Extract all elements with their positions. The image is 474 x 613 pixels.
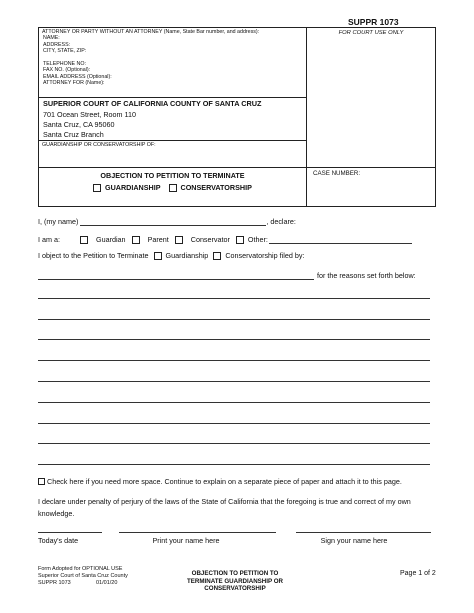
reason-line[interactable] xyxy=(38,381,430,382)
i-am-a-label: I am a: xyxy=(38,235,60,244)
other-label: Other: xyxy=(247,235,268,244)
reason-line[interactable] xyxy=(38,443,430,444)
reason-line[interactable] xyxy=(38,298,430,299)
footer-title xyxy=(160,570,310,593)
case-number-label: CASE NUMBER: xyxy=(313,170,361,177)
form-title: OBJECTION TO PETITION TO TERMINATE xyxy=(100,171,245,180)
conservator-checkbox[interactable] xyxy=(175,236,183,244)
print-name-label: Print your name here xyxy=(152,536,220,545)
attorney-for-label: ATTORNEY FOR (Name): xyxy=(43,80,105,87)
more-space-label: Check here if you need more space. Continue to explain on a separate piece of paper and attach it to this page. xyxy=(47,477,402,486)
fax-label: FAX NO. (Optional): xyxy=(43,67,91,74)
role-line xyxy=(38,235,412,244)
object-line xyxy=(38,251,304,260)
title-options xyxy=(93,183,252,192)
title-conservatorship-checkbox[interactable] xyxy=(169,184,177,192)
attorney-header-label: ATTORNEY OR PARTY WITHOUT AN ATTORNEY (Name, State Bar number, and address): xyxy=(42,29,260,35)
filed-by-line xyxy=(38,271,416,280)
telephone-label: TELEPHONE NO: xyxy=(43,61,86,68)
footer-left xyxy=(38,566,138,587)
my-name-field[interactable] xyxy=(80,218,266,226)
more-space-checkbox[interactable] xyxy=(38,478,45,485)
court-city: Santa Cruz, CA 95060 xyxy=(43,120,115,129)
reason-line[interactable] xyxy=(38,319,430,320)
object-guardianship-label: Guardianship xyxy=(165,251,209,260)
footer-title-line2: TERMINATE GUARDIANSHIP OR xyxy=(186,577,284,585)
footer-title-line3: CONSERVATORSHIP xyxy=(204,585,266,593)
court-branch: Santa Cruz Branch xyxy=(43,130,104,139)
object-conservatorship-checkbox[interactable] xyxy=(213,252,221,260)
conservator-label: Conservator xyxy=(190,235,230,244)
date-signature-line[interactable] xyxy=(38,532,102,533)
other-field[interactable] xyxy=(269,236,412,244)
form-code: SUPPR 1073 xyxy=(348,17,399,27)
date-label: Today's date xyxy=(38,536,79,545)
sign-name-label: Sign your name here xyxy=(320,536,388,545)
footer-court: Superior Court of Santa Cruz County xyxy=(38,572,128,579)
declare-label: , declare: xyxy=(266,217,296,226)
court-use-label: FOR COURT USE ONLY xyxy=(338,30,404,36)
title-guardianship-checkbox[interactable] xyxy=(93,184,101,192)
title-conservatorship-label: CONSERVATORSHIP xyxy=(180,183,252,192)
parent-label: Parent xyxy=(147,235,169,244)
more-space-line xyxy=(38,477,402,486)
reasons-label: for the reasons set forth below: xyxy=(317,271,416,280)
footer-title-line1: OBJECTION TO PETITION TO xyxy=(191,570,279,577)
footer-code: SUPPR 1073 xyxy=(38,579,71,586)
title-guardianship-label: GUARDIANSHIP xyxy=(105,183,161,192)
declarant-line xyxy=(38,217,296,226)
reason-line[interactable] xyxy=(38,423,430,424)
declaration-text: I declare under penalty of perjury of the laws of the State of California that the foregoing is true and correct of my own knowledge. xyxy=(38,497,411,518)
reason-line[interactable] xyxy=(38,360,430,361)
reason-line[interactable] xyxy=(38,402,430,403)
sign-name-signature-line[interactable] xyxy=(296,532,431,533)
guardian-label: Guardian xyxy=(95,235,126,244)
email-label: EMAIL ADDRESS (Optional): xyxy=(43,73,112,80)
name-label: NAME: xyxy=(43,35,60,42)
guardian-checkbox[interactable] xyxy=(80,236,88,244)
parent-checkbox[interactable] xyxy=(132,236,140,244)
object-guardianship-checkbox[interactable] xyxy=(154,252,162,260)
case-caption-label: GUARDIANSHIP OR CONSERVATORSHIP OF: xyxy=(42,142,156,148)
attorney-box-lines xyxy=(42,29,302,87)
reason-line[interactable] xyxy=(38,339,430,340)
footer-adopted: Form Adopted for OPTIONAL USE xyxy=(38,566,123,572)
city-state-zip-label: CITY, STATE, ZIP: xyxy=(43,48,87,55)
address-label: ADDRESS: xyxy=(43,41,71,48)
my-name-label: I, (my name) xyxy=(38,217,79,226)
filed-by-field[interactable] xyxy=(38,272,314,280)
court-use-box xyxy=(306,27,436,168)
footer-date: 01/01/20 xyxy=(96,579,118,586)
reason-line[interactable] xyxy=(38,464,430,465)
other-checkbox[interactable] xyxy=(236,236,244,244)
court-name: SUPERIOR COURT OF CALIFORNIA COUNTY OF SANTA CRUZ xyxy=(43,99,262,108)
court-street: 701 Ocean Street, Room 110 xyxy=(43,110,136,119)
print-name-signature-line[interactable] xyxy=(119,532,276,533)
page-number: Page 1 of 2 xyxy=(400,570,436,577)
conservatorship-filed-by-label: Conservatorship filed by: xyxy=(225,251,305,260)
object-label: I object to the Petition to Terminate xyxy=(38,251,149,260)
